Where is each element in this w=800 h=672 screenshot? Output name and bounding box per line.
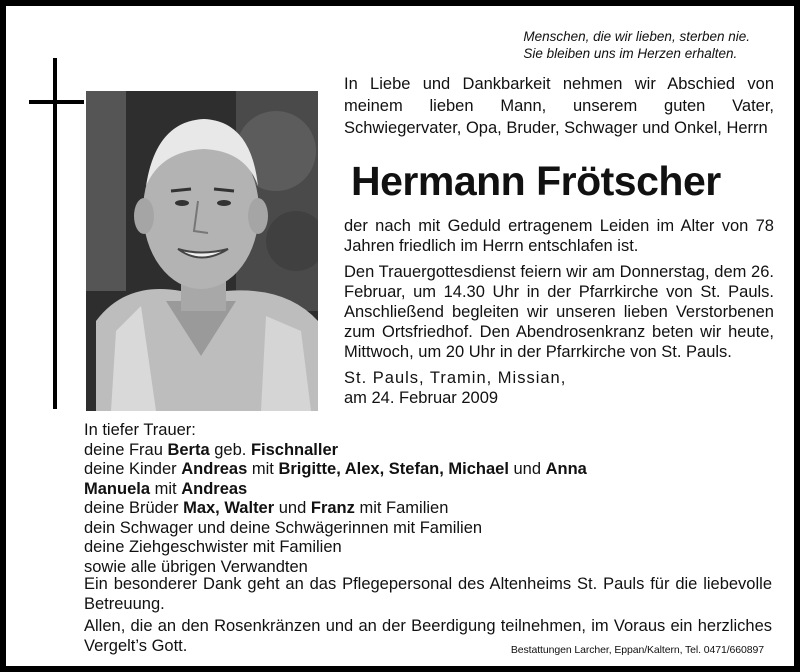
thanks-care-staff: Ein besonderer Dank geht an das Pflegepersonal des Altenheims St. Pauls für die liebevolle Betreuung. — [84, 575, 772, 613]
memorial-quote — [523, 28, 750, 62]
service-text: Den Trauergottesdienst feiern wir am Donnerstag, dem 26. Februar, um 14.30 Uhr in der Pfarrkirche von St. Pauls. Anschließend begleiten wir unseren lieben Verstorbenen zum Ortsfriedhof. Den Abendrosenkranz beten wir heute, Mittwoch, um 20 Uhr in der Pfarrkirche von St. Pauls. — [344, 263, 774, 361]
mourner-line-verwandte: sowie alle übrigen Verwandten — [84, 557, 308, 576]
passing-text: der nach mit Geduld ertragenem Leiden im Alter von 78 Jahren friedlich im Herrn entschlafen ist. — [344, 217, 774, 255]
mourner-line-ziehgeschwister: deine Ziehgeschwister mit Familien — [84, 538, 342, 556]
portrait-photo — [86, 91, 318, 411]
announcement-body — [344, 216, 774, 408]
mourner-line-brothers: deine Brüder Max, Walter und Franz mit Familien — [84, 499, 449, 517]
thanks-attendees: Allen, die an den Rosenkränzen und an der Beerdigung teilnehmen, im Voraus ein herzliches Vergelt’s Gott. — [84, 617, 772, 655]
mourners-heading: In tiefer Trauer: — [84, 421, 196, 439]
cross-icon — [53, 58, 57, 409]
date-text: am 24. Februar 2009 — [344, 389, 499, 407]
cross-icon-bar — [29, 100, 84, 104]
intro-text: In Liebe und Dankbarkeit nehmen wir Abschied von meinem lieben Mann, unserem guten Vater, Schwiegervater, Opa, Bruder, Schwager und Onkel, Herrn — [344, 75, 774, 137]
places-text: St. Pauls, Tramin, Missian, — [344, 369, 567, 387]
mourner-line-schwager: dein Schwager und deine Schwägerinnen mit Familien — [84, 518, 483, 537]
mourner-line-manuela: Manuela mit Andreas — [84, 479, 248, 498]
funeral-home-footer: Bestattungen Larcher, Eppan/Kaltern, Tel. 0471/660897 — [510, 644, 764, 656]
deceased-name: Hermann Frötscher — [351, 158, 721, 204]
mourners-list — [84, 421, 774, 577]
mourner-line-wife: deine Frau Berta geb. Fischnaller — [84, 440, 339, 459]
mourner-line-children: deine Kinder Andreas mit Brigitte, Alex, Stefan, Michael und Anna — [84, 460, 587, 478]
quote-line-2: Sie bleiben uns im Herzen erhalten. — [523, 46, 738, 61]
quote-line-1: Menschen, die wir lieben, sterben nie. — [523, 29, 750, 44]
